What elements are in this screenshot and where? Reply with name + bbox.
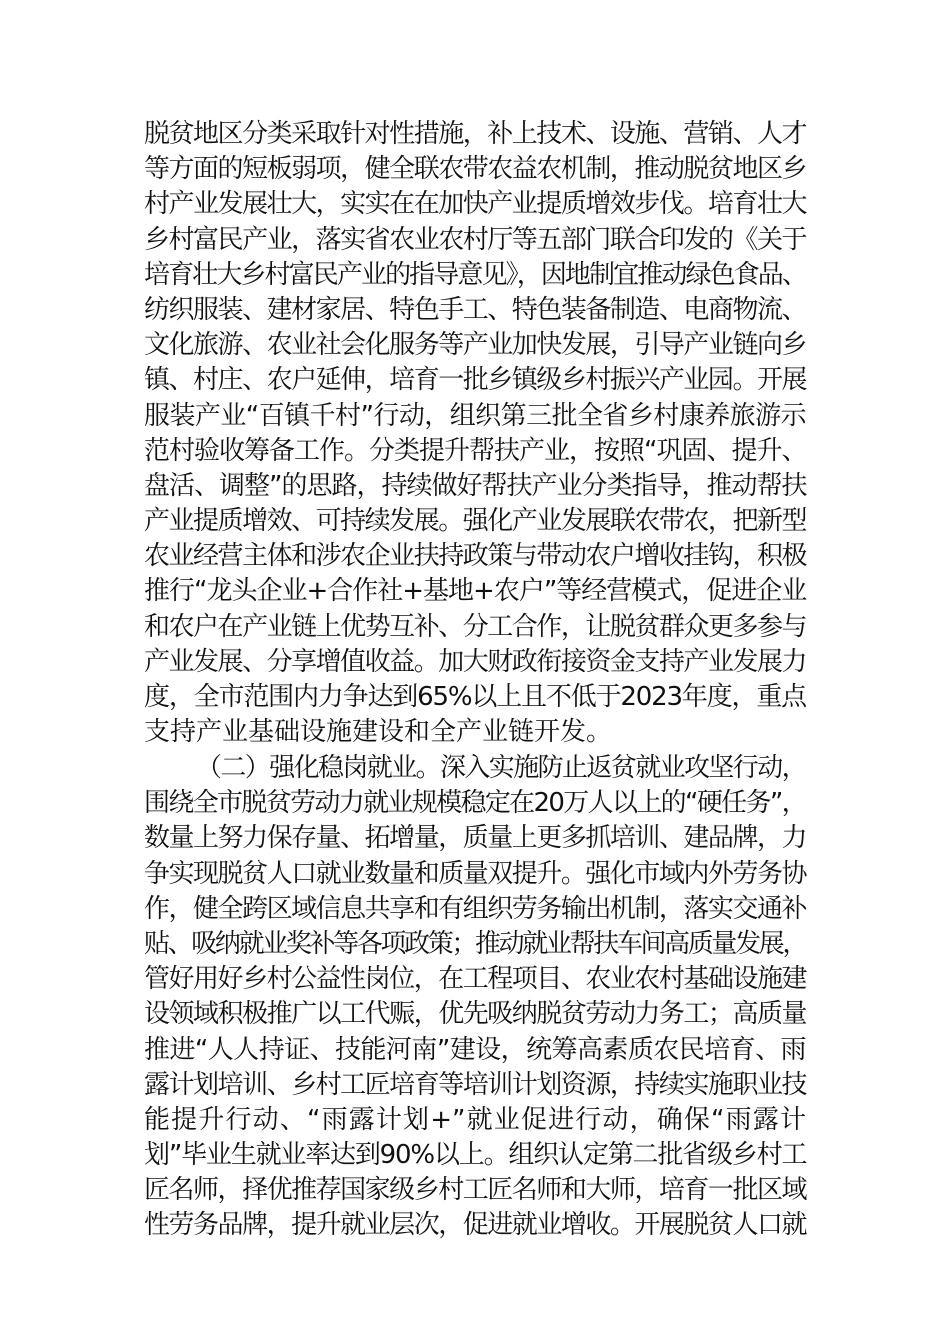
text-line: 管好用好乡村公益性岗位，在工程项目、农业农村基础设施建 bbox=[144, 964, 807, 995]
text-line: 盘活、调整”的思路，持续做好帮扶产业分类指导，推动帮扶 bbox=[144, 470, 807, 501]
text-line: 镇、村庄、农户延伸，培育一批乡镇级乡村振兴产业园。开展 bbox=[144, 365, 807, 396]
text-line: 等方面的短板弱项，健全联农带农益农机制，推动脱贫地区乡 bbox=[144, 154, 807, 185]
paragraph-stable-employment bbox=[144, 751, 806, 1244]
text-line: 范村验收筹备工作。分类提升帮扶产业，按照“巩固、提升、 bbox=[144, 435, 807, 466]
paragraph-industry-development bbox=[144, 117, 806, 750]
text-line: 性劳务品牌，提升就业层次，促进就业增收。开展脱贫人口就 bbox=[144, 1210, 807, 1241]
text-line: 服装产业“百镇千村”行动，组织第三批全省乡村康养旅游示 bbox=[144, 400, 806, 431]
text-line: 脱贫地区分类采取针对性措施，补上技术、设施、营销、人才 bbox=[144, 119, 807, 149]
text-line: 贴、吸纳就业奖补等各项政策；推动就业帮扶车间高质量发展， bbox=[144, 928, 807, 959]
text-line: 村产业发展壮大，实实在在加快产业提质增效步伐。培育壮大 bbox=[144, 189, 807, 220]
text-line: 产业发展、分享增值收益。加大财政衔接资金支持产业发展力 bbox=[144, 646, 807, 677]
text-line: 推行“龙头企业+合作社+基地+农户”等经营模式，促进企业 bbox=[144, 576, 807, 607]
text-line: 作，健全跨区域信息共享和有组织劳务输出机制，落实交通补 bbox=[144, 893, 807, 924]
text-line: 产业提质增效、可持续发展。强化产业发展联农带农，把新型 bbox=[144, 506, 807, 537]
text-line: 和农户在产业链上优势互补、分工合作，让脱贫群众更多参与 bbox=[144, 611, 807, 642]
text-line: 农业经营主体和涉农企业扶持政策与带动农户增收挂钩，积极 bbox=[144, 541, 807, 572]
text-line: 设领域积极推广以工代赈，优先吸纳脱贫劳动力务工；高质量 bbox=[144, 999, 807, 1030]
text-line: 数量上努力保存量、拓增量，质量上更多抓培训、建品牌，力 bbox=[144, 823, 807, 854]
text-line: 文化旅游、农业社会化服务等产业加快发展，引导产业链向乡 bbox=[144, 330, 807, 361]
text-line: 推进“人人持证、技能河南”建设，统筹高素质农民培育、雨 bbox=[144, 1034, 806, 1065]
text-line: 乡村富民产业，落实省农业农村厅等五部门联合印发的《关于 bbox=[144, 224, 807, 255]
text-line: （二）强化稳岗就业。深入实施防止返贫就业攻坚行动， bbox=[196, 753, 807, 783]
text-line: 围绕全市脱贫劳动力就业规模稳定在20万人以上的“硬任务”， bbox=[144, 788, 807, 819]
text-line: 匠名师，择优推荐国家级乡村工匠名师和大师，培育一批区域 bbox=[144, 1175, 807, 1206]
text-line: 露计划培训、乡村工匠培育等培训计划资源，持续实施职业技 bbox=[144, 1069, 807, 1100]
text-line: 划”毕业生就业率达到90%以上。组织认定第二批省级乡村工 bbox=[144, 1140, 807, 1171]
text-line: 度，全市范围内力争达到65%以上且不低于2023年度，重点 bbox=[144, 682, 806, 712]
text-line: 能提升行动、“雨露计划+”就业促进行动，确保“雨露计 bbox=[144, 1104, 806, 1135]
text-line: 纺织服装、建材家居、特色手工、特色装备制造、电商物流、 bbox=[144, 294, 807, 325]
text-line: 支持产业基础设施建设和全产业链开发。 bbox=[144, 717, 613, 748]
text-line: 争实现脱贫人口就业数量和质量双提升。强化市域内外劳务协 bbox=[144, 858, 807, 889]
text-line: 培育壮大乡村富民产业的指导意见》，因地制宜推动绿色食品、 bbox=[144, 259, 807, 290]
